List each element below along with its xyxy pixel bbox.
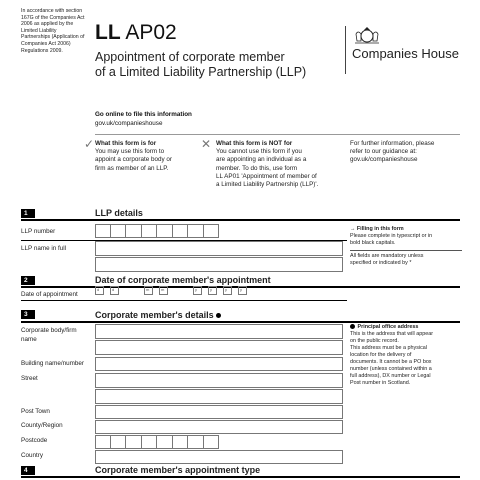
principal-office-note-line: full address), DX number or Legal [350,373,431,379]
online-title: Go online to file this information [95,111,192,118]
section-rule [21,219,460,221]
online-url[interactable]: gov.uk/companieshouse [95,120,163,127]
check-icon: ✓ [84,137,95,151]
digit-box[interactable] [157,224,173,238]
further-info-line: refer to our guidance at: [350,148,417,156]
postcode-box[interactable] [126,435,142,449]
mandatory-note-line: specified or indicated by * [350,260,412,266]
date-box-year[interactable]: y [238,286,247,295]
brand-name: Companies House [352,46,459,61]
filling-note-line: bold black capitals. [350,240,396,246]
date-box-month[interactable]: m [144,286,153,295]
cross-icon: ✕ [201,137,212,151]
section-number-3: 3 [21,310,35,319]
arrow-icon: → [350,226,357,232]
section-number-4: 4 [21,466,35,475]
building-field[interactable] [95,357,343,371]
llp-name-field-1[interactable] [95,241,343,256]
postcode-field[interactable] [95,435,219,449]
llp-number-field[interactable] [95,224,219,238]
note-divider [350,250,462,251]
digit-box[interactable] [173,224,189,238]
section-rule [21,476,460,478]
principal-office-note-line: This address must be a physical [350,345,428,351]
further-info-column [350,140,465,165]
royal-crest-icon [352,26,382,46]
divider [95,134,460,135]
digit-box[interactable] [204,224,220,238]
form-not-for-column [216,140,346,189]
llp-name-field-2[interactable] [95,257,343,272]
legal-note: In accordance with section 167G of the Companies Act 2006 as applied by the Limited Liability Partnerships (Application of Companies Act 2006) Regulations 2009. [21,8,85,54]
postcode-box[interactable] [173,435,189,449]
postcode-box[interactable] [157,435,173,449]
form-for-title: What this form is for [95,140,157,147]
form-not-for-line: You cannot use this form if you [216,148,302,156]
corporate-body-label-text: Corporate body/firm name [21,327,77,343]
form-code-prefix: LL [95,21,121,44]
form-title-line-1: Appointment of corporate member [95,50,285,64]
form-code-number: AP02 [120,21,177,44]
form-not-for-line: a Limited Liability Partnership (LLP)'. [216,181,319,189]
country-label: Country [21,452,44,459]
principal-office-note-line: This is the address that will appear [350,331,433,337]
date-box-year[interactable]: y [208,286,217,295]
section-title-4: Corporate member's appointment type [95,465,261,475]
postcode-box[interactable] [95,435,111,449]
form-for-column [95,140,195,173]
form-for-line: firm as member of an LLP. [95,164,169,172]
filling-note [350,226,462,247]
principal-office-note-line: location for the delivery of [350,352,412,358]
info-icon [350,324,355,329]
post-town-field[interactable] [95,405,343,419]
digit-box[interactable] [188,224,204,238]
post-town-label: Post Town [21,408,50,415]
street-field-1[interactable] [95,373,343,388]
postcode-label: Postcode [21,437,48,444]
section-title-3-text: Corporate member's details [95,310,214,320]
section-title-1: LLP details [95,208,143,218]
section-rule [21,321,460,323]
postcode-box[interactable] [111,435,127,449]
section-title-2: Date of corporate member's appointment [95,275,271,285]
street-label: Street [21,375,38,382]
llp-name-label: LLP name in full [21,245,67,252]
postcode-box[interactable] [204,435,220,449]
date-box-month[interactable]: m [159,286,168,295]
digit-box[interactable] [95,224,111,238]
corporate-body-label [21,326,93,344]
further-info-line: gov.uk/companieshouse [350,156,418,164]
mandatory-note [350,253,462,267]
form-for-line: You may use this form to [95,148,165,156]
form-title-line-2: of a Limited Liability Partnership (LLP) [95,65,307,79]
llp-number-label: LLP number [21,228,56,235]
form-not-for-line: LL AP01 'Appointment of member of [216,172,317,180]
date-box-day[interactable]: d [95,286,104,295]
row-rule [21,300,347,301]
section-title-3 [95,310,222,320]
section-number-1: 1 [21,209,35,218]
digit-box[interactable] [111,224,127,238]
principal-office-note-title: Principal office address [357,324,419,330]
street-field-2[interactable] [95,389,343,404]
date-box-year[interactable]: y [223,286,232,295]
section-number-2: 2 [21,276,35,285]
form-not-for-line: member. To do this, use form [216,164,298,172]
digit-box[interactable] [142,224,158,238]
date-box-day[interactable]: d [110,286,119,295]
filling-note-title: Filling in this form [356,226,404,232]
form-title [95,50,335,80]
header-divider [345,26,346,74]
date-box-year[interactable]: y [193,286,202,295]
postcode-box[interactable] [188,435,204,449]
principal-office-note-line: documents. It cannot be a PO box [350,359,432,365]
county-field[interactable] [95,420,343,434]
info-icon [216,313,221,318]
principal-office-note-line: on the public record. [350,338,399,344]
corporate-body-field-1[interactable] [95,324,343,339]
principal-office-note [350,324,462,387]
further-info-line: For further information, please [350,140,435,147]
corporate-body-field-2[interactable] [95,340,343,355]
principal-office-note-line: Post number in Scotland. [350,380,411,386]
county-label: County/Region [21,422,63,429]
form-for-line: appoint a corporate body or [95,156,173,164]
building-label: Building name/number [21,360,85,367]
form-not-for-line: are appointing an individual as a [216,156,307,164]
postcode-box[interactable] [142,435,158,449]
form-not-for-title: What this form is NOT for [216,140,293,147]
digit-box[interactable] [126,224,142,238]
filling-note-line: Please complete in typescript or in [350,233,433,239]
country-field[interactable] [95,450,343,464]
date-of-appointment-label: Date of appointment [21,291,78,298]
form-code [95,22,177,44]
mandatory-note-line: All fields are mandatory unless [350,253,424,259]
principal-office-note-line: number (unless contained within a [350,366,432,372]
